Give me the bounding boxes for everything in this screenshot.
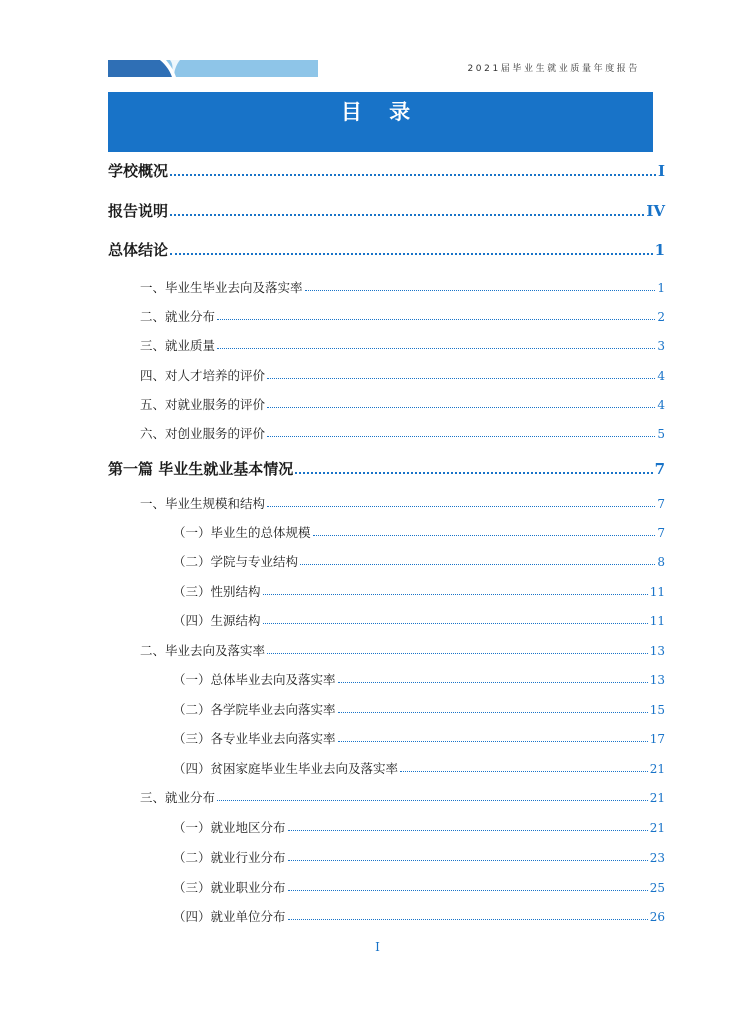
toc-dot-leader [170,253,653,255]
toc-entry-label: 第一篇 毕业生就业基本情况 [108,460,294,478]
toc-entry-label: （二）各学院毕业去向落实率 [173,702,336,717]
toc-entry-label: （一）就业地区分布 [173,820,286,835]
toc-entry[interactable] [140,641,665,659]
toc-dot-leader [400,771,648,772]
toc-entry[interactable] [108,239,665,260]
toc-title: 目 录 [340,100,421,124]
toc-entry[interactable] [173,523,665,541]
toc-dot-leader [170,174,656,176]
toc-entry-page-number: 7 [654,460,665,478]
toc-dot-leader [338,682,648,683]
toc-entry[interactable] [173,700,665,718]
toc-entry-label: （三）就业职业分布 [173,880,286,895]
toc-entry-label: （一）毕业生的总体规模 [173,525,311,540]
toc-entry[interactable] [173,878,665,896]
toc-entry-label: （四）贫困家庭毕业生毕业去向及落实率 [173,761,399,776]
toc-entry-label: 总体结论 [108,241,169,259]
toc-entry-label: 五、对就业服务的评价 [140,397,266,412]
toc-entry-label: 报告说明 [108,202,169,220]
toc-entry-page-number: 2 [657,310,665,324]
toc-dot-leader [305,290,656,291]
toc-entry[interactable] [173,818,665,836]
toc-dot-leader [338,712,648,713]
toc-entry-page-number: 13 [649,673,665,687]
toc-entry[interactable] [140,788,665,806]
toc-entry-page-number: 7 [657,497,665,511]
toc-entry-page-number: 21 [649,762,665,776]
toc-entry[interactable] [173,582,665,600]
toc-dot-leader [170,214,644,216]
toc-dot-leader [288,860,648,861]
toc-entry-page-number: 15 [649,703,665,717]
toc-dot-leader [217,348,655,349]
toc-entry-label: 四、对人才培养的评价 [140,368,266,383]
toc-entry-page-number: IV [646,202,665,220]
toc-dot-leader [267,378,655,379]
toc-banner [108,92,653,152]
toc-entry-page-number: 25 [649,881,665,895]
toc-entry-label: 三、就业质量 [140,338,216,353]
toc-entry-page-number: 17 [649,732,665,746]
toc-entry[interactable] [140,336,665,354]
toc-entry-label: 二、毕业去向及落实率 [140,643,266,658]
toc-entry-label: （二）就业行业分布 [173,850,286,865]
toc-entry[interactable] [173,848,665,866]
toc-entry[interactable] [108,200,665,221]
toc-entry-label: 二、就业分布 [140,309,216,324]
toc-dot-leader [288,919,648,920]
toc-entry-page-number: 8 [657,555,665,569]
toc-entry[interactable] [108,160,665,181]
toc-entry-page-number: 21 [649,821,665,835]
report-header-title: 2021届毕业生就业质量年度报告 [467,64,640,74]
toc-entry[interactable] [140,395,665,413]
toc-entry-label: （四）就业单位分布 [173,909,286,924]
toc-entry[interactable] [140,366,665,384]
toc-dot-leader [217,800,648,801]
toc-dot-leader [338,741,648,742]
toc-entry-page-number: 23 [649,851,665,865]
toc-entry-label: 一、毕业生毕业去向及落实率 [140,280,303,295]
toc-entry[interactable] [173,670,665,688]
toc-entry-page-number: 1 [657,281,665,295]
toc-entry[interactable] [108,458,665,479]
toc-entry-page-number: I [657,162,665,180]
toc-entry-label: 学校概况 [108,162,169,180]
toc-entry-label: 一、毕业生规模和结构 [140,496,266,511]
toc-dot-leader [267,407,655,408]
toc-dot-leader [288,890,648,891]
toc-entry[interactable] [173,759,665,777]
toc-entry-label: （三）各专业毕业去向落实率 [173,731,336,746]
toc-entry-page-number: 4 [657,369,665,383]
toc-dot-leader [267,436,655,437]
toc-dot-leader [217,319,655,320]
toc-dot-leader [267,506,655,507]
toc-dot-leader [295,472,652,474]
toc-entry[interactable] [140,307,665,325]
toc-dot-leader [263,594,648,595]
toc-entry-label: （二）学院与专业结构 [173,554,299,569]
toc-dot-leader [267,653,648,654]
toc-dot-leader [300,564,655,565]
toc-entry[interactable] [140,278,665,296]
toc-entry-label: 三、就业分布 [140,790,216,805]
toc-entry-page-number: 11 [649,585,665,599]
toc-entry-label: （三）性别结构 [173,584,261,599]
toc-dot-leader [263,623,648,624]
toc-entry-page-number: 1 [654,241,665,259]
toc-entry[interactable] [173,552,665,570]
toc-entry[interactable] [140,494,665,512]
toc-entry-label: （四）生源结构 [173,613,261,628]
page-number: I [375,940,380,954]
toc-entry[interactable] [173,907,665,925]
toc-dot-leader [288,830,648,831]
toc-entry[interactable] [173,611,665,629]
toc-entry-page-number: 4 [657,398,665,412]
toc-entry-page-number: 21 [649,791,665,805]
toc-dot-leader [313,535,656,536]
toc-entry-page-number: 26 [649,910,665,924]
toc-entry-page-number: 7 [657,526,665,540]
toc-entry-page-number: 11 [649,614,665,628]
toc-entry-page-number: 13 [649,644,665,658]
toc-entry[interactable] [140,424,665,442]
toc-entry-page-number: 3 [657,339,665,353]
toc-entry[interactable] [173,729,665,747]
toc-entry-label: 六、对创业服务的评价 [140,426,266,441]
toc-entry-page-number: 5 [657,427,665,441]
header-logo-graphic [108,60,318,77]
toc-entry-label: （一）总体毕业去向及落实率 [173,672,336,687]
